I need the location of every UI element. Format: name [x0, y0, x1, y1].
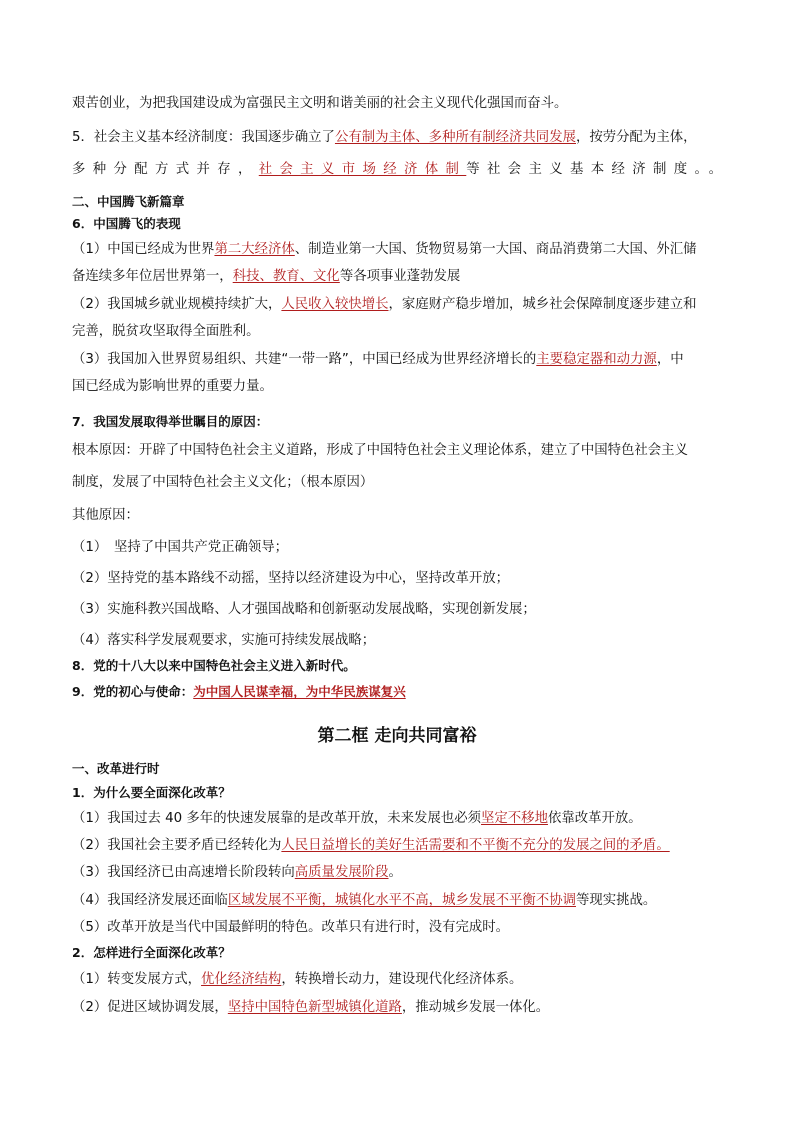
question-heading: 6．中国腾飞的表现	[72, 216, 181, 231]
section-title: 第二框 走向共同富裕	[317, 726, 477, 746]
text-line	[72, 998, 722, 1018]
text-line: 制度，发展了中国特色社会主义文化；（根本原因）	[72, 475, 374, 490]
key-point: 坚定不移地	[481, 811, 548, 826]
key-point: 高质量发展阶段	[294, 865, 389, 880]
text-span: 多种分配方式并存，	[72, 162, 259, 177]
text-span: 、制造业第一大国、货物贸易第一大国、商品消费第二大国、外汇储	[294, 242, 697, 257]
text-line	[72, 809, 722, 829]
text-span: （2）我国社会主要矛盾已经转化为	[72, 838, 282, 853]
text-line: 根本原因：开辟了中国特色社会主义道路，形成了中国特色社会主义理论体系，建立了中国特色社会主义	[72, 443, 688, 458]
text-line	[72, 970, 722, 990]
text-line	[72, 350, 722, 370]
text-span: ，按劳分配为主体，	[575, 130, 697, 145]
text-span: （4）我国经济发展还面临	[72, 893, 228, 908]
text-line: （4）落实科学发展观要求，实施可持续发展战略；	[72, 633, 376, 648]
text-line	[72, 128, 722, 148]
text-span: （2）促进区域协调发展，	[72, 1000, 228, 1015]
text-line: （2）坚持党的基本路线不动摇，坚持以经济建设为中心，坚持改革开放；	[72, 571, 510, 586]
key-point: 人民日益增长的美好生活需要和不平衡不充分的发展之间的矛盾。	[281, 838, 670, 853]
text-line: 其他原因：	[72, 508, 139, 523]
text-line: （1） 坚持了中国共产党正确领导；	[72, 540, 289, 555]
text-line: 国已经成为影响世界的重要力量。	[72, 379, 273, 394]
text-span: （1）我国过去 40 多年的快速发展靠的是改革开放，未来发展也必须	[72, 811, 482, 826]
section-heading: 一、改革进行时	[72, 761, 160, 776]
text-span: 。	[388, 865, 402, 880]
text-span: ，中	[656, 352, 684, 367]
text-span: ，家庭财产稳步增加，城乡社会保障制度逐步建立和	[388, 297, 697, 312]
text-span: （2）我国城乡就业规模持续扩大，	[72, 297, 282, 312]
key-point: 区域发展不平衡，城镇化水平不高，城乡发展不平衡不协调	[227, 893, 576, 908]
text-span: （1）中国已经成为世界	[72, 242, 215, 257]
text-span: 5．社会主义基本经济制度：我国逐步确立了	[72, 130, 335, 145]
text-line: 完善，脱贫攻坚取得全面胜利。	[72, 324, 260, 339]
text-span: 等各项事业蓬勃发展	[339, 269, 461, 284]
text-span: （1）转变发展方式，	[72, 972, 202, 987]
text-line: （5）改革开放是当代中国最鲜明的特色。改革只有进行时，没有完成时。	[72, 920, 510, 935]
key-point: 科技、教育、文化	[232, 269, 340, 284]
text-span: 等现实挑战。	[575, 893, 657, 908]
key-point: 主要稳定器和动力源	[536, 352, 657, 367]
text-span: 9．党的初心与使命：	[72, 684, 194, 699]
question-heading: 7．我国发展取得举世瞩目的原因：	[72, 414, 269, 429]
text-line: 艰苦创业，为把我国建设成为富强民主文明和谐美丽的社会主义现代化强国而奋斗。	[72, 96, 568, 111]
key-point: 第二大经济体	[214, 242, 295, 257]
key-point: 坚持中国特色新型城镇化道路	[227, 1000, 402, 1015]
text-line	[72, 863, 722, 883]
text-span: 等社会主义基本经济制度。。	[466, 162, 722, 177]
key-point: 优化经济结构	[201, 972, 282, 987]
key-point: 为中国人民谋幸福，为中华民族谋复兴	[193, 684, 406, 699]
text-line	[72, 160, 722, 180]
text-line	[72, 891, 722, 911]
question-heading: 8．党的十八大以来中国特色社会主义进入新时代。	[72, 658, 356, 673]
text-line	[72, 267, 722, 287]
text-line	[72, 240, 722, 260]
text-span: 备连续多年位居世界第一，	[72, 269, 233, 284]
key-point: 人民收入较快增长	[281, 297, 389, 312]
key-point: 社会主义市场经济体制	[258, 162, 467, 177]
text-line: （3）实施科教兴国战略、人才强国战略和创新驱动发展战略，实现创新发展；	[72, 602, 536, 617]
text-span: （3）我国经济已由高速增长阶段转向	[72, 865, 295, 880]
text-span: 依靠改革开放。	[547, 811, 642, 826]
text-line	[72, 836, 722, 856]
text-line	[72, 295, 722, 315]
section-heading: 二、中国腾飞新篇章	[72, 194, 185, 209]
text-span: ，推动城乡发展一体化。	[401, 1000, 550, 1015]
question-heading: 1．为什么要全面深化改革？	[72, 785, 231, 800]
question-heading: 2．怎样进行全面深化改革？	[72, 945, 231, 960]
question-heading	[72, 682, 722, 702]
text-span: （3）我国加入世界贸易组织、共建“一带一路”，中国已经成为世界经济增长的	[72, 352, 537, 367]
text-span: ，转换增长动力，建设现代化经济体系。	[281, 972, 523, 987]
key-point: 公有制为主体、多种所有制经济共同发展	[334, 130, 576, 145]
